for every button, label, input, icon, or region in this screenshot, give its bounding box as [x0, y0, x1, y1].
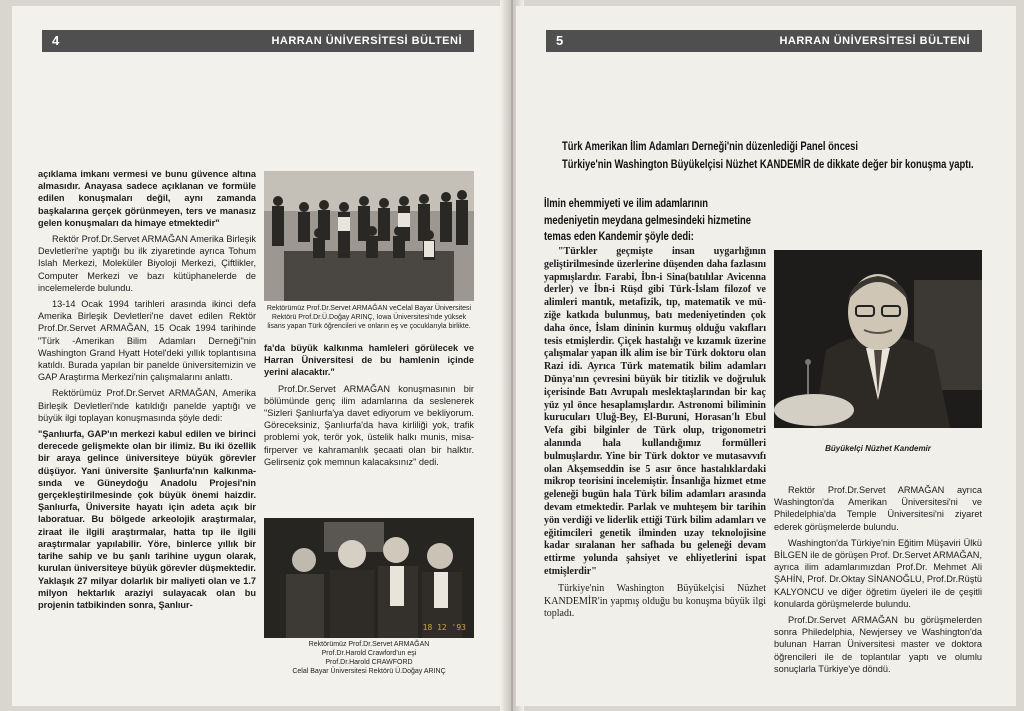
dinner-photo-image: [264, 518, 474, 638]
dinner-photo: [264, 518, 474, 638]
header-title: HARRAN ÜNİVERSİTESİ BÜLTENİ: [271, 35, 462, 47]
quote-paragraph: "Türkler geçmişte insan uygarlığının geliştirilmesinde üzerlerine düşenden daha fazlasını yapmışlardır. Farabi, İbn-i Sina(batılılar Avicenna derler) ve İbn-i Rüşd gibi Türk-İslam filozof ve alimleri mantık, metafizik, tıp, matematik ve müziğe katkıda bulunmuş, batı medeniyetinden çok daha önce, İslam dininin kurmuş olduğu vakıfları tesis etmişlerdir. Çiçek hastalığı ve kızamık üzerine çalışmalar yapan ilk alim ise bir Türk doktoru olan Razi idi. Ayrıca Türk matematik bilim adamları Dünya'nın çevresini büyük bir titizlik ve doğruluk içerisinde Batı Avrupalı meslektaşlarından bir kaç yüz yıl önce hesaplamışlardır. Astronomi biliminin kurucuları Uluğ-Bey, El-Buruni, Horasan'lı Ebul Vefa gibi bilginler de Türk olup, trigonometri alanında hala kullandığımız formülleri bulmuşlardır. Yine bir Türk doktor ve mutasavvıfı olan Akşemseddin ise 5 asır önce hastalıklardaki mikrop teorisini incelemiştir. İnsanlığa hizmet etme geleneği bugün hala Türk bilim adamları arasında devam etmektedir. Parlak ve muhteşem bir tarihin yön verdiği ve liderlik ettiği Türk bilim adamları ve eğitimcileri genetik ilminden uzay teknolojisine kadar sıralanan her safhada bu geleneği devam ettirme yolunda şahsiyet ve ehliyetlerini ispat etmişlerdir": [544, 246, 766, 577]
paragraph: Rektör Prof.Dr.Servet ARMAĞAN Amerika Birleşik Devletleri'ne yaptığı bu ilk ziyaretinde ayrıca Tohum Islah Merkezi, Moleküler Biyoloji Merkezi, Çiftlikler, Computer Merkezi ve bazı kütüphanelerde de incelemelerde bulundu.: [38, 234, 256, 293]
right-column-2: [774, 484, 982, 679]
caption-line: Celal Bayar Üniversitesi Rektörü Ü.Doğay ARINÇ: [292, 668, 446, 675]
right-page: [516, 6, 1016, 706]
right-page-header: [546, 30, 982, 52]
page-number: 5: [556, 33, 564, 48]
group-photo-image: [264, 171, 474, 301]
heading-line: Türk Amerikan İlim Adamları Derneği'nin düzenlediği Panel öncesi: [562, 141, 859, 153]
header-title: HARRAN ÜNİVERSİTESİ BÜLTENİ: [779, 35, 970, 47]
caption-line: Prof.Dr.Harold CRAWFORD: [325, 659, 413, 666]
caption-line: Prof.Dr.Harold Crawford'un eşi: [321, 650, 417, 657]
paragraph: Washington'da Türkiye'nin Eğitim Müşaviri Ülkü BİLGEN ile de görüşen Prof. Dr.Servet ARMAĞAN, ayrıca ilim adamlarımızdan Prof.Dr. Mehmet Ali ŞAHİN, Prof. Dr.Oktay SİNANOĞLU, Prof.Dr.Rüştü KALYONCU ve diğer öğretim üyeleri ile de çeşitli konularda görüşmelerde bulundu.: [774, 537, 982, 609]
paragraph: Rektör Prof.Dr.Servet ARMAĞAN ayrıca Washington'da Amerikan Üniversitesi'ni ve Philedelphia'da Temple Üniversitesi'ni ziyaret ederek görüşmelerde bulundu.: [774, 485, 982, 532]
top-heading: [562, 138, 988, 174]
page-number: 4: [52, 33, 60, 48]
paragraph: Prof.Dr.Servet ARMAĞAN bu görüşmelerden sonra Philedelphia, Newjersey ve Washington'da bulunan Harran Üniversitesi master ve doktora öğrencileri ile de toplantılar yaptı ve olumlu sonuçlarla Türkiye'ye döndü.: [774, 615, 982, 674]
left-column-1: [38, 168, 256, 615]
paragraph: açıklama imkanı vermesi ve bunu güvence altına almasıdır. Anayasa sadece açıklanan ve formüle edilen konuşmaları değil, aynı zamanda başkalarına gerçek görünmeyen, ters ve manasız gelen konuşmaları da himaye etmektedir": [38, 169, 256, 228]
group-photo: [264, 171, 474, 301]
paragraph: Rektörümüz Prof.Dr.Servet ARMAĞAN, Amerika Birleşik Devletleri'nde katıldığı panelde yaptığı ve büyük ilgi toplayan konuşmasında şöyle dedi:: [38, 388, 256, 423]
heading-line: temas eden Kandemir şöyle dedi:: [544, 231, 694, 243]
closing-paragraph: Türkiye'nin Washington Büyükelçisi Nüzhet KANDEMİR'in yapmış olduğu bu konuşma büyük ilgi topladı.: [544, 582, 766, 620]
paragraph: "Şanlıurfa, GAP'ın merkezi kabul edilen ve birinci derecede gelişmekte olan bir ilimiz. Bu iki özellik bir araya gelince üniversiteye büyük görevler düşüyor. Yani üniversite Şanlıurfa'nın kalkınmasında ve Güneydoğu Anadolu Projesi'nin gerçekleştirilmesinde çok büyük önemi haizdir. Şanlıurfa, Üniversite hayatı için adeta açık bir laboratuar. Bu bölgede arkeolojik araştırmalar, ziraat ile ilgili araştırmalar, hatta tıp ile ilgili araştırmalar yapılabilir. Yöre, binlerce yıllık bir tarihe sahip ve bu şanlı tarihine uygun olarak, kurulan üniversiteye büyük görevler düşmektedir. Yaklaşık 27 milyar dolarlık bir maliyeti olan ve 1.7 milyon hektarlık araziyi sulayacak olan bu projenin tatbikinden sonra, Şanlıur-: [38, 429, 256, 610]
group-photo-caption: Rektörümüz Prof.Dr.Servet ARMAĞAN veCelal Bayar Üniversitesi Rektörü Prof.Dr.Ü.Doğay ARINÇ, Iowa Üniversitesi'nde yüksek lisans yapan Türk öğrencileri ve onların eş ve çocuklarıyla birlikte.: [266, 305, 472, 330]
left-page: [12, 6, 506, 706]
portrait-image: [774, 250, 982, 428]
portrait-caption: Büyükelçi Nüzhet Kandemir: [825, 444, 931, 453]
right-column-1: [544, 246, 766, 625]
heading-line: medeniyetin meydana gelmesindeki hizmetine: [544, 214, 752, 227]
sub-heading: [544, 196, 790, 246]
left-column-2: [264, 342, 474, 472]
paragraph: Prof.Dr.Servet ARMAĞAN konuşmasının bir bölümünde genç ilim adamlarına da seslenerek "Sizleri Şanlıurfa'ya davet ediyorum ve bekliyorum. Göreceksiniz, Şanlıurfa'da hava kirliliği yok, trafik problemi yok, terör yok, üstelik halkı munis, misafirperver ve kahramanlık şecaati olan bir halktır. Gelirseniz çok memnun kalacaksınız" dedi.: [264, 383, 474, 467]
paragraph: 13-14 Ocak 1994 tarihleri arasında ikinci defa Amerika Birleşik Devletleri'ne davet edilen Rektör Prof.Dr.Servet ARMAĞAN, 15 Ocak 1994 tarihinde "Türk -Amerikan Bilim Adamları Derneği"nin Washington Grand Hyatt Hotel'deki yıllık toplantısına katıldı. Burada yapılan bir panelde üniversitemizin ve GAP Araştırma Merkezi'nin çalışmalarını anlattı.: [38, 299, 256, 383]
caption-line: Rektörümüz Prof.Dr.Servet ARMAĞAN: [308, 641, 430, 648]
ambassador-portrait: [774, 250, 982, 428]
heading-line: Türkiye'nin Washington Büyükelçisi Nüzhet KANDEMİR de dikkate değer bir konuşma yaptı.: [562, 159, 974, 171]
paragraph: fa'da büyük kalkınma hamleleri görülecek ve Harran Üniversitesi de bu hamlenin içinde yerini alacaktır.": [264, 343, 474, 378]
photo-date-stamp: 18 12 '93: [422, 623, 466, 632]
heading-line: İlmin ehemmiyeti ve ilim adamlarının: [544, 198, 709, 210]
dinner-photo-caption: [264, 640, 474, 676]
left-page-header: [42, 30, 474, 52]
